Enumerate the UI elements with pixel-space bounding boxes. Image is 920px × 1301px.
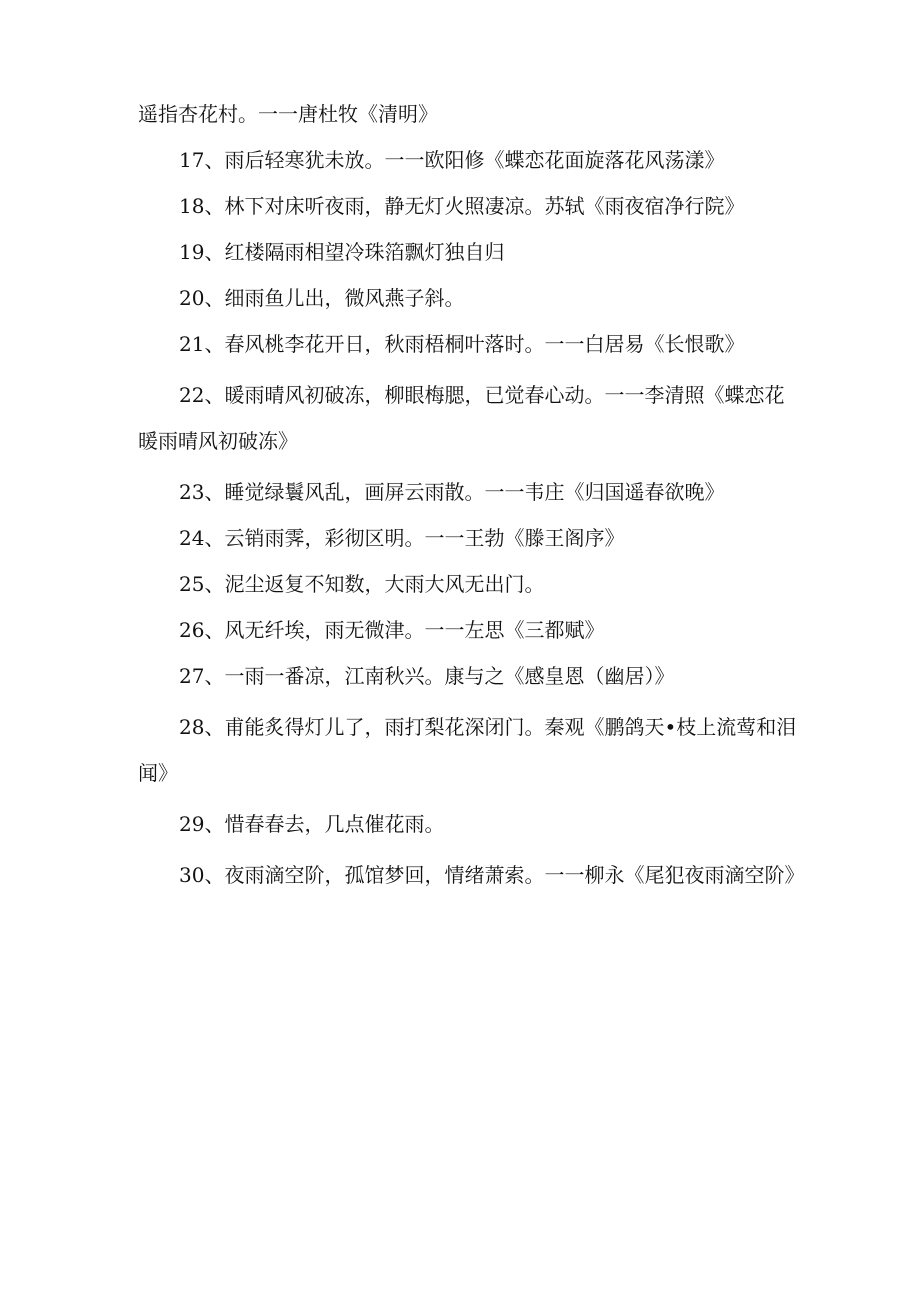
poem-line-28: 28、甫能炙得灯儿了，雨打梨花深闭门。秦观《鹏鸽天•枝上流莺和泪闻》: [138, 715, 797, 785]
poem-line-30: 30、夜雨滴空阶，孤馆梦回，情绪萧索。一一柳永《尾犯夜雨滴空阶》: [179, 863, 805, 887]
poem-line-23: 23、睡觉绿鬟风乱，画屏云雨散。一一韦庄《归国遥春欲晚》: [179, 480, 725, 504]
poem-line-24: 24、云销雨霁，彩彻区明。一一王勃《滕王阁序》: [179, 526, 625, 550]
poem-line-25: 25、泥尘返复不知数，大雨大风无出门。: [179, 572, 545, 596]
document-body: [138, 96, 805, 908]
poem-line-26: 26、风无纤埃，雨无微津。一一左思《三都赋》: [179, 618, 605, 642]
poem-line-18: 18、林下对床听夜雨，静无灯火照凄凉。苏轼《雨夜宿净行院》: [179, 194, 745, 218]
poem-line-17: 17、雨后轻寒犹未放。一一欧阳修《蝶恋花面旋落花风荡漾》: [179, 148, 725, 172]
poem-line-27: 27、一雨一番凉，江南秋兴。康与之《感皇恩（幽居）》: [179, 664, 675, 688]
poem-line-19: 19、红楼隔雨相望冷珠箔飘灯独自归: [179, 240, 505, 264]
poem-line-21: 21、春风桃李花开日，秋雨梧桐叶落时。一一白居易《长恨歌》: [179, 332, 745, 356]
poem-line-29: 29、惜春春去，几点催花雨。: [179, 812, 445, 836]
text-line-continuation: 遥指杏花村。一一唐杜牧《清明》: [138, 102, 438, 126]
poem-line-20: 20、细雨鱼儿出，微风燕子斜。: [179, 286, 465, 310]
poem-line-22: 22、暖雨晴风初破冻，柳眼梅腮，已觉春心动。一一李清照《蝶恋花暖雨晴风初破冻》: [138, 383, 785, 453]
